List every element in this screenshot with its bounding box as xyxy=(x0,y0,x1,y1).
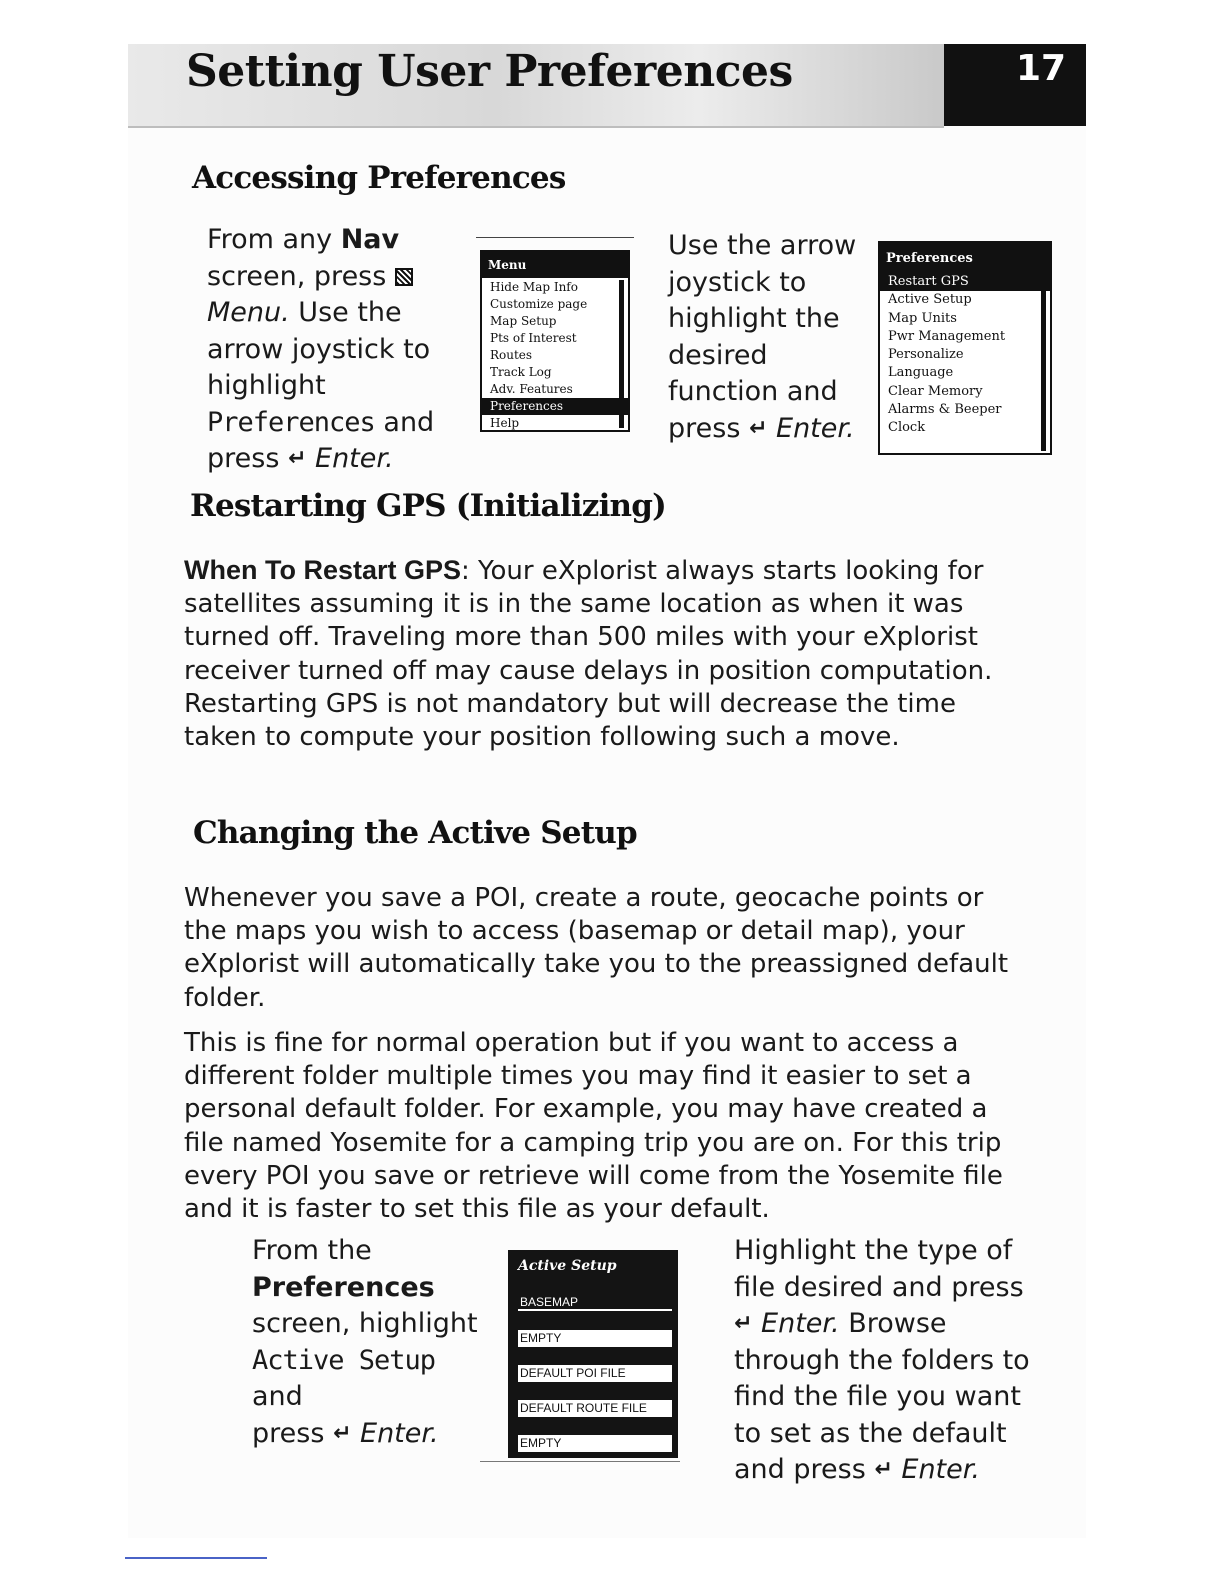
changing-paragraph-1: Whenever you save a POI, create a route, geocache points or the maps you wish to access (basemap or detail map), your eXplorist will automatically take you to the preassigned default folder. xyxy=(184,883,1009,1013)
menu-screen-topline xyxy=(476,237,634,238)
preferences-scrollbar[interactable] xyxy=(1041,277,1046,451)
menu-screen xyxy=(480,250,630,432)
menu-scrollbar[interactable] xyxy=(619,280,624,428)
changing-left-text: From the Preferences screen, highlight Active Setup and press ↵ Enter. xyxy=(252,1233,492,1452)
accessing-right-text: Use the arrow joystick to highlight the desired function and press ↵ Enter. xyxy=(668,228,878,447)
accessing-left-text: From any Nav screen, press Menu. Use the arrow joystick to highlight Preferences and press ↵ Enter. xyxy=(207,222,467,478)
menu-item[interactable]: Routes xyxy=(490,348,533,362)
heading-changing-active-setup: Changing the Active Setup xyxy=(193,815,637,851)
enter-key-icon: ↵ xyxy=(734,1311,753,1336)
enter-key-icon: ↵ xyxy=(874,1457,893,1482)
preferences-item[interactable]: Clear Memory xyxy=(888,383,983,399)
active-setup-screen xyxy=(508,1250,678,1458)
menu-item[interactable]: Help xyxy=(490,416,520,430)
preferences-screen xyxy=(878,241,1052,455)
changing-right-text: Highlight the type of file desired and press ↵ Enter. Browse through the folders to find the file you want to set as the default and press ↵ Enter. xyxy=(734,1233,1034,1489)
menu-item[interactable]: Map Setup xyxy=(490,314,557,328)
preferences-item[interactable]: Alarms & Beeper xyxy=(888,402,1002,418)
page-title: Setting User Preferences xyxy=(186,46,793,97)
restarting-paragraph: When To Restart GPS: Your eXplorist always starts looking for satellites assuming it is in the same location as when it was turned off. Traveling more than 500 miles with your eXplorist receiver turned off may cause delays in position computation. Restarting GPS is not mandatory but will decrease the time taken to compute your position following such a move. xyxy=(184,555,993,753)
enter-key-icon: ↵ xyxy=(332,1420,352,1446)
active-setup-item-default-route[interactable]: DEFAULT ROUTE FILE xyxy=(518,1400,672,1417)
preferences-item[interactable]: Clock xyxy=(888,420,926,436)
active-setup-title: Active Setup xyxy=(518,1258,617,1274)
menu-key-icon xyxy=(395,268,413,286)
page-number: 17 xyxy=(1016,48,1067,89)
preferences-item[interactable]: Pwr Management xyxy=(888,328,1006,344)
active-setup-underline xyxy=(480,1461,680,1462)
changing-paragraph-2: This is fine for normal operation but if you want to access a different folder multiple times you may find it easier to set a personal default folder. For example, you may have created a file named Yosemite for a camping trip you are on. For this trip every POI you save or retrieve will come from the Yosemite file and it is faster to set this file as your default. xyxy=(184,1028,1003,1225)
preferences-screen-title: Preferences xyxy=(880,243,1050,273)
menu-item[interactable]: Adv. Features xyxy=(490,382,573,396)
menu-item[interactable]: Pts of Interest xyxy=(490,331,577,345)
enter-key-icon: ↵ xyxy=(287,446,307,471)
active-setup-item[interactable]: EMPTY xyxy=(518,1330,672,1347)
enter-key-icon: ↵ xyxy=(748,415,768,441)
menu-item[interactable]: Track Log xyxy=(490,365,552,379)
active-setup-item-default-poi[interactable]: DEFAULT POI FILE xyxy=(518,1365,672,1382)
heading-restarting-gps: Restarting GPS (Initializing) xyxy=(190,488,667,524)
footer-rule xyxy=(125,1557,267,1559)
preferences-item[interactable]: Active Setup xyxy=(888,292,972,308)
preferences-item[interactable]: Map Units xyxy=(888,310,957,326)
preferences-item-selected[interactable]: Restart GPS xyxy=(880,273,1050,291)
menu-item[interactable]: Customize page xyxy=(490,297,588,311)
active-setup-item[interactable]: EMPTY xyxy=(518,1435,672,1452)
menu-item[interactable]: Hide Map Info xyxy=(490,280,578,294)
active-setup-item-basemap[interactable]: BASEMAP xyxy=(518,1294,672,1311)
menu-item-selected[interactable]: Preferences xyxy=(482,398,628,415)
heading-accessing-preferences: Accessing Preferences xyxy=(192,160,566,196)
menu-screen-title: Menu xyxy=(482,252,628,278)
preferences-item[interactable]: Language xyxy=(888,365,954,381)
preferences-item[interactable]: Personalize xyxy=(888,347,964,363)
